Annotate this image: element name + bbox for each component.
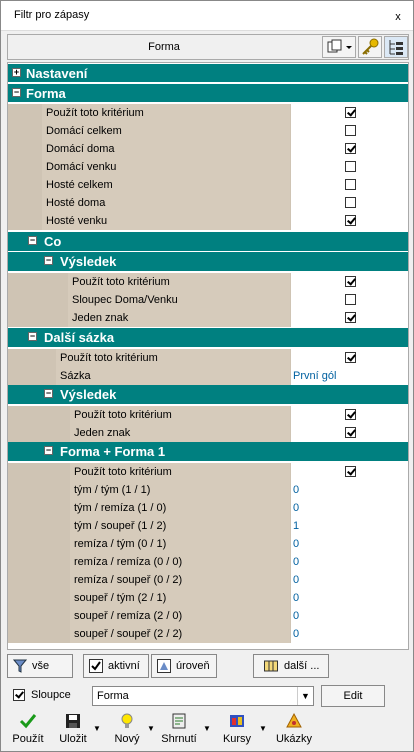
tree-view-button[interactable] (384, 36, 408, 58)
apply-button[interactable] (9, 710, 47, 750)
row-gutter (8, 517, 70, 535)
row-gutter (8, 104, 42, 122)
row-gutter (8, 309, 68, 327)
more-label: další ... (284, 660, 320, 672)
row-gutter (8, 158, 42, 176)
property-row[interactable] (8, 607, 408, 625)
property-row[interactable] (8, 194, 408, 212)
tab-forma[interactable]: Forma (148, 41, 180, 53)
summary-label: Shrnutí (161, 733, 197, 745)
property-value[interactable] (290, 158, 408, 176)
new-label: Nový (114, 733, 140, 745)
property-row[interactable] (8, 349, 408, 367)
property-label: Jeden znak (68, 309, 290, 327)
collapse-icon[interactable]: − (45, 255, 52, 265)
section-forma[interactable] (8, 84, 408, 102)
property-value[interactable] (290, 176, 408, 194)
section-forma-plus[interactable] (8, 442, 408, 461)
criterion-checkbox[interactable] (345, 352, 356, 363)
property-value[interactable] (290, 309, 408, 327)
chevron-down-icon[interactable]: ▼ (297, 687, 313, 705)
criterion-checkbox[interactable] (345, 197, 356, 208)
row-gutter (8, 406, 70, 424)
property-row[interactable] (8, 158, 408, 176)
odds-label: Kursy (222, 733, 252, 745)
criterion-checkbox[interactable] (345, 215, 356, 226)
section-vysledek[interactable] (8, 252, 408, 271)
property-label: Použít toto kritérium (68, 273, 290, 291)
checkmark-icon (89, 659, 103, 673)
row-gutter (8, 553, 70, 571)
property-row[interactable] (8, 481, 408, 499)
property-label: tým / remíza (1 / 0) (70, 499, 290, 517)
section-label: Výsledek (60, 254, 117, 269)
samples-button[interactable] (271, 710, 317, 750)
row-gutter (8, 194, 42, 212)
property-label: Použít toto kritérium (42, 104, 290, 122)
chevron-down-icon[interactable]: ▼ (203, 724, 211, 733)
show-active-label: aktivní (108, 660, 140, 672)
property-label: Hosté celkem (42, 176, 290, 194)
property-label: Jeden znak (70, 424, 290, 442)
property-row[interactable] (8, 517, 408, 535)
property-row[interactable] (8, 367, 408, 385)
row-gutter (8, 212, 42, 230)
checkmark-icon (19, 712, 37, 730)
property-value[interactable] (290, 517, 408, 535)
collapse-icon[interactable]: − (29, 235, 36, 245)
save-button[interactable] (51, 710, 101, 750)
value-text: 0 (293, 484, 300, 496)
collapse-icon[interactable]: − (13, 87, 20, 97)
edit-button[interactable]: Edit (321, 685, 385, 707)
columns-row (7, 685, 409, 707)
title-bar (1, 1, 413, 31)
property-value[interactable] (290, 607, 408, 625)
property-value[interactable] (290, 367, 408, 385)
property-value[interactable] (290, 349, 408, 367)
property-label: Domácí celkem (42, 122, 290, 140)
columns-icon (264, 659, 278, 673)
property-label: Hosté venku (42, 212, 290, 230)
criterion-checkbox[interactable] (345, 409, 356, 420)
value-text: 0 (293, 592, 300, 604)
chevron-down-icon[interactable]: ▼ (259, 724, 267, 733)
copy-icon (323, 37, 353, 57)
property-label: remíza / tým (0 / 1) (70, 535, 290, 553)
criterion-checkbox[interactable] (345, 312, 356, 323)
criterion-checkbox[interactable] (345, 466, 356, 477)
property-label: soupeř / remíza (2 / 0) (70, 607, 290, 625)
close-button[interactable]: x (395, 11, 401, 23)
row-gutter (8, 625, 70, 643)
row-gutter (8, 424, 70, 442)
property-label: tým / soupeř (1 / 2) (70, 517, 290, 535)
show-all-button[interactable] (7, 654, 73, 678)
property-row[interactable] (8, 406, 408, 424)
collapse-icon[interactable]: − (45, 388, 52, 398)
row-gutter (8, 499, 70, 517)
row-gutter (8, 273, 68, 291)
chevron-down-icon[interactable]: ▼ (147, 724, 155, 733)
property-value[interactable] (290, 212, 408, 230)
key-button[interactable] (358, 36, 382, 58)
criterion-checkbox[interactable] (345, 179, 356, 190)
value-text: První gól (293, 370, 337, 382)
property-label: soupeř / tým (2 / 1) (70, 589, 290, 607)
toolbar (7, 34, 409, 60)
row-gutter (8, 122, 42, 140)
filter-button-bar (7, 654, 409, 678)
tree-icon (385, 37, 407, 57)
criterion-checkbox[interactable] (345, 125, 356, 136)
columns-combo[interactable] (92, 686, 314, 706)
row-gutter (8, 607, 70, 625)
floppy-icon (64, 712, 82, 730)
show-active-button[interactable] (83, 654, 149, 678)
samples-label: Ukázky (275, 733, 313, 745)
level-label: úroveň (176, 660, 210, 672)
chevron-down-icon[interactable]: ▼ (93, 724, 101, 733)
save-label: Uložit (59, 733, 87, 745)
section-label: Forma (26, 86, 66, 101)
property-value[interactable] (290, 553, 408, 571)
property-value[interactable] (290, 463, 408, 481)
property-grid (7, 62, 409, 650)
property-label: Sázka (56, 367, 290, 385)
property-value[interactable] (290, 122, 408, 140)
level-icon (157, 659, 171, 673)
property-label: remíza / soupeř (0 / 2) (70, 571, 290, 589)
value-text: 1 (293, 520, 300, 532)
property-row[interactable] (8, 424, 408, 442)
row-gutter (8, 481, 70, 499)
property-row[interactable] (8, 463, 408, 481)
section-vysledek-2[interactable] (8, 385, 408, 404)
odds-button[interactable] (217, 710, 267, 750)
value-text: 0 (293, 556, 300, 568)
collapse-icon[interactable]: − (29, 331, 36, 341)
window-title: Filtr pro zápasy (14, 9, 90, 21)
property-value[interactable] (290, 424, 408, 442)
property-row[interactable] (8, 104, 408, 122)
copy-dropdown-button[interactable] (322, 36, 356, 58)
property-value[interactable] (290, 140, 408, 158)
section-label: Forma + Forma 1 (60, 444, 166, 459)
section-dalsi-sazka[interactable] (8, 328, 408, 347)
summary-button[interactable] (157, 710, 211, 750)
property-row[interactable] (8, 122, 408, 140)
property-row[interactable] (8, 589, 408, 607)
new-button[interactable] (107, 710, 155, 750)
property-row[interactable] (8, 625, 408, 643)
funnel-icon (13, 659, 27, 673)
row-gutter (8, 535, 70, 553)
property-value[interactable] (290, 625, 408, 643)
property-row[interactable] (8, 176, 408, 194)
combo-value: Forma (97, 690, 129, 702)
property-value[interactable] (290, 194, 408, 212)
lightbulb-icon (118, 712, 136, 730)
summary-icon (170, 712, 188, 730)
property-label: Použít toto kritérium (70, 406, 290, 424)
key-icon (359, 37, 381, 57)
section-label: Nastavení (26, 66, 88, 81)
criterion-checkbox[interactable] (345, 427, 356, 438)
row-gutter (8, 291, 68, 309)
property-label: Hosté doma (42, 194, 290, 212)
property-label: Domácí doma (42, 140, 290, 158)
property-label: Domácí venku (42, 158, 290, 176)
criterion-checkbox[interactable] (345, 294, 356, 305)
bottom-toolbar (7, 710, 409, 750)
property-value[interactable] (290, 499, 408, 517)
show-all-label: vše (32, 660, 50, 672)
columns-label: Sloupce (31, 689, 71, 701)
apply-label: Použít (12, 733, 44, 745)
property-label: Použít toto kritérium (70, 463, 290, 481)
property-value[interactable] (290, 104, 408, 122)
samples-icon (285, 712, 303, 730)
property-row[interactable] (8, 212, 408, 230)
property-row[interactable] (8, 309, 408, 327)
criterion-checkbox[interactable] (345, 107, 356, 118)
property-value[interactable] (290, 273, 408, 291)
row-gutter (8, 589, 70, 607)
property-label: Použít toto kritérium (56, 349, 290, 367)
criterion-checkbox[interactable] (345, 143, 356, 154)
section-label: Co (44, 234, 62, 249)
property-value[interactable] (290, 571, 408, 589)
value-text: 0 (293, 574, 300, 586)
property-value[interactable] (290, 291, 408, 309)
criterion-checkbox[interactable] (345, 276, 356, 287)
section-label: Další sázka (44, 330, 115, 345)
value-text: 0 (293, 610, 300, 622)
section-label: Výsledek (60, 387, 117, 402)
property-label: Sloupec Doma/Venku (68, 291, 290, 309)
property-label: soupeř / soupeř (2 / 2) (70, 625, 290, 643)
collapse-icon[interactable]: − (45, 445, 52, 455)
property-row[interactable] (8, 291, 408, 309)
more-button[interactable] (253, 654, 329, 678)
value-text: 0 (293, 628, 300, 640)
property-value[interactable] (290, 406, 408, 424)
row-gutter (8, 367, 56, 385)
level-button[interactable] (151, 654, 217, 678)
property-row[interactable] (8, 140, 408, 158)
property-label: tým / tým (1 / 1) (70, 481, 290, 499)
value-text: 0 (293, 502, 300, 514)
section-nastaveni[interactable] (8, 64, 408, 82)
row-gutter (8, 571, 70, 589)
property-label: remíza / remíza (0 / 0) (70, 553, 290, 571)
property-value[interactable] (290, 589, 408, 607)
odds-icon (228, 712, 246, 730)
row-gutter (8, 176, 42, 194)
row-gutter (8, 140, 42, 158)
row-gutter (8, 463, 70, 481)
property-row[interactable] (8, 571, 408, 589)
property-row[interactable] (8, 273, 408, 291)
property-value[interactable] (290, 535, 408, 553)
columns-checkbox[interactable] (13, 689, 25, 701)
value-text: 0 (293, 538, 300, 550)
property-row[interactable] (8, 535, 408, 553)
section-co[interactable] (8, 232, 408, 251)
criterion-checkbox[interactable] (345, 161, 356, 172)
property-row[interactable] (8, 499, 408, 517)
row-gutter (8, 349, 56, 367)
expand-icon[interactable]: + (13, 67, 20, 77)
property-row[interactable] (8, 553, 408, 571)
property-value[interactable] (290, 481, 408, 499)
